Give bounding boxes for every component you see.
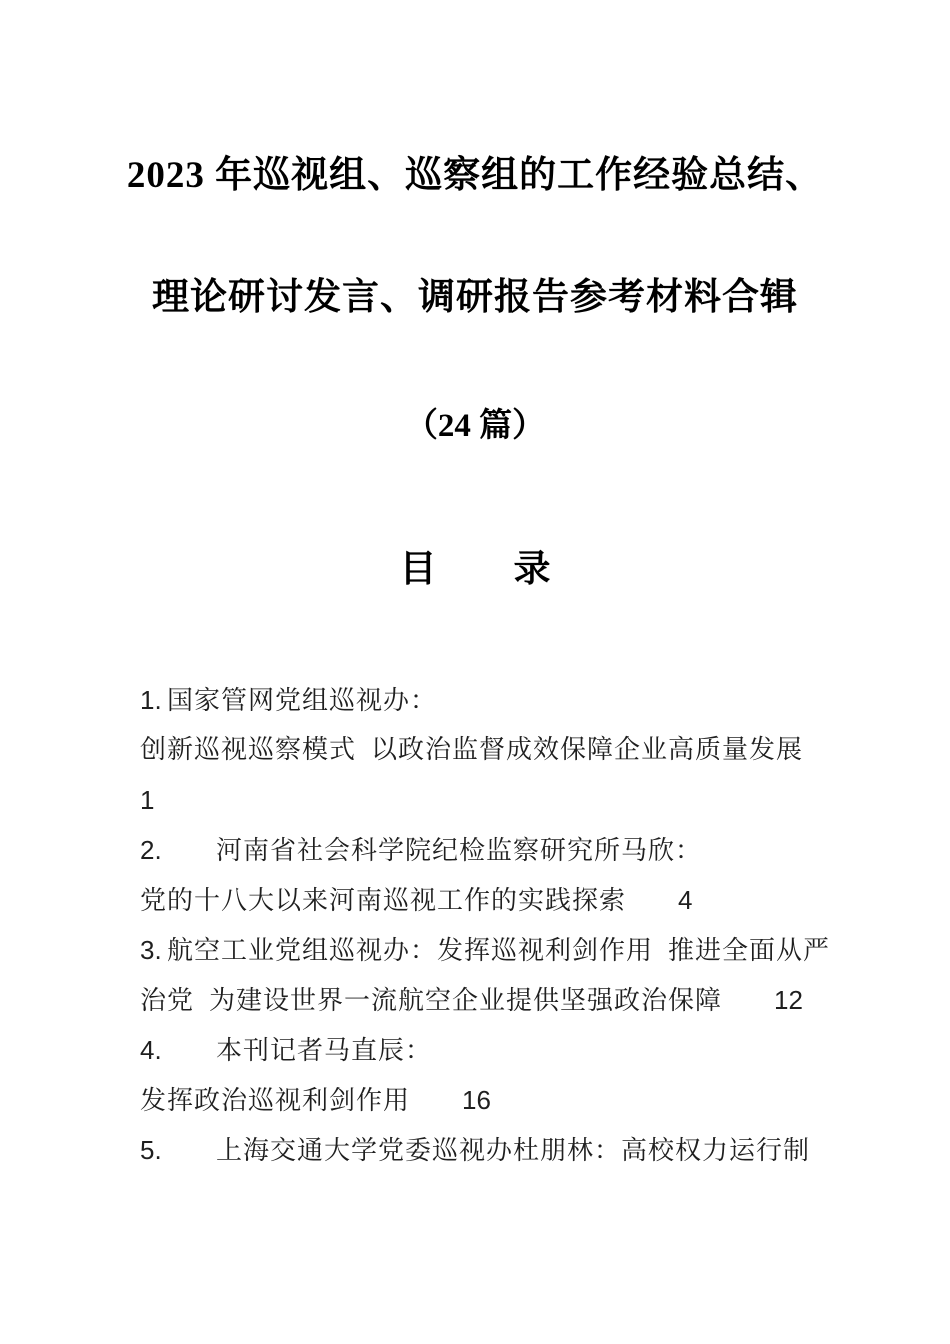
toc-line xyxy=(140,1025,840,1075)
toc-list xyxy=(140,675,840,1175)
toc-line xyxy=(140,1125,840,1175)
toc-entry-text: 航空工业党组巡视办：发挥巡视利剑作用 推进全面从严 xyxy=(167,936,831,965)
toc-entry-number: 5. xyxy=(140,1135,162,1165)
toc-line xyxy=(140,675,840,725)
toc-heading xyxy=(0,551,950,588)
toc-entry-number: 1. xyxy=(140,685,162,715)
toc-entry-text: 河南省社会科学院纪检监察研究所马欣： xyxy=(216,836,703,865)
toc-line xyxy=(140,1075,840,1125)
toc-entry-text: 党的十八大以来河南巡视工作的实践探索 xyxy=(140,886,627,915)
toc-entry-number: 3. xyxy=(140,935,162,965)
toc-heading-char-right: 录 xyxy=(513,549,551,590)
toc-entry-text: 上海交通大学党委巡视办杜朋林：高校权力运行制 xyxy=(216,1136,811,1165)
toc-page-number: 16 xyxy=(462,1085,491,1115)
toc-line xyxy=(140,725,840,775)
toc-entry-text: 本刊记者马直辰： xyxy=(216,1036,433,1065)
toc-line xyxy=(140,825,840,875)
toc-page-number: 4 xyxy=(678,885,693,915)
toc-entry-number: 2. xyxy=(140,835,162,865)
toc-entry-text: 治党 为建设世界一流航空企业提供坚强政治保障 xyxy=(140,986,723,1015)
toc-heading-char-left: 目 xyxy=(399,549,437,590)
toc-line xyxy=(140,975,840,1025)
toc-line xyxy=(140,775,840,825)
document-title-line1: 2023 年巡视组、巡察组的工作经验总结、 xyxy=(126,155,824,196)
toc-line xyxy=(140,875,840,925)
toc-entry-text: 发挥政治巡视利剑作用 xyxy=(140,1086,411,1115)
toc-line xyxy=(140,925,840,975)
document-title-line2: 理论研讨发言、调研报告参考材料合辑 xyxy=(152,277,798,318)
toc-page-number: 1 xyxy=(140,785,155,815)
toc-entry-text: 创新巡视巡察模式 以政治监督成效保障企业高质量发展 xyxy=(140,735,804,764)
toc-entry-text: 国家管网党组巡视办： xyxy=(167,686,438,715)
toc-page-number: 12 xyxy=(774,985,803,1015)
toc-entry-number: 4. xyxy=(140,1035,162,1065)
document-subtitle-count: （24 篇） xyxy=(404,408,546,444)
